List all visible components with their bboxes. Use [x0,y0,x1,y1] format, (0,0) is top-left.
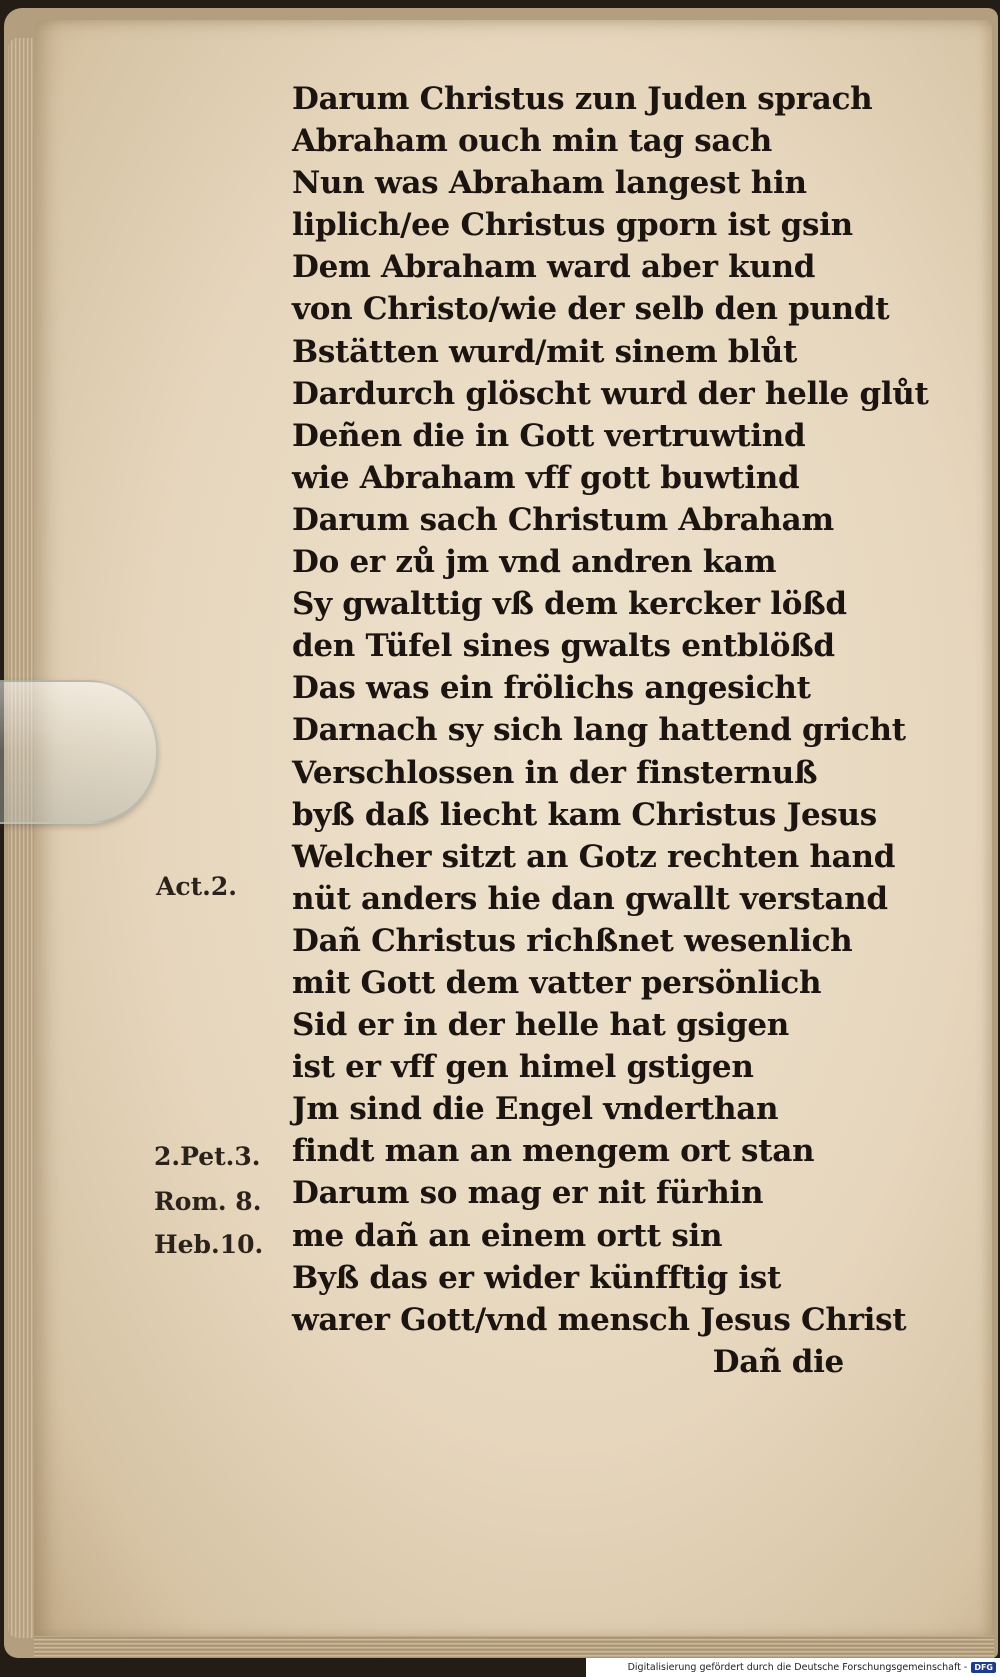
verse-line: Darnach sy sich lang hattend gricht [292,712,906,749]
verse-line: Sy gwalttig vß dem kercker lößd [292,586,847,623]
verse-line: von Christo/wie der selb den pundt [292,291,890,328]
verse-line: Abraham ouch min tag sach [292,123,773,160]
verse-line: den Tüfel sines gwalts entblößd [292,628,835,665]
verse-line: Nun was Abraham langest hin [292,165,807,202]
margin-note-rom: Rom. 8. [154,1187,262,1216]
verse-line: byß daß liecht kam Christus Jesus [292,796,877,833]
dfg-logo: DFG [971,1662,996,1673]
verse-line: Bstätten wurd/mit sinem blůt [292,333,797,370]
verse-line: Byß das er wider künfftig ist [292,1259,782,1296]
verse-line: me dañ an einem ortt sin [292,1217,723,1254]
verse-line: Sid er in der helle hat gsigen [292,1007,790,1044]
margin-note-heb: Heb.10. [154,1230,264,1259]
verse-text-block [292,78,942,1383]
verse-line: findt man an mengem ort stan [292,1133,815,1170]
verse-line: Do er zů jm vnd andren kam [292,544,777,581]
verse-line: Jm sind die Engel vnderthan [292,1091,779,1128]
margin-note-pet: 2.Pet.3. [154,1142,261,1171]
page-edges-bottom [34,1636,994,1658]
verse-line: Darum so mag er nit fürhin [292,1175,764,1212]
verse-line: warer Gott/vnd mensch Jesus Christ [292,1301,907,1338]
verse-line: Welcher sitzt an Gotz rechten hand [292,838,896,875]
verse-line: Deñen die in Gott vertruwtind [292,417,806,454]
verse-line: Darum sach Christum Abraham [292,501,834,538]
verse-line: nüt anders hie dan gwallt verstand [292,880,888,917]
verse-line: Darum Christus zun Juden sprach [292,81,873,117]
verse-line: mit Gott dem vatter persönlich [292,964,822,1001]
verse-line: liplich/ee Christus gporn ist gsin [292,207,853,244]
verse-line: Dardurch glöscht wurd der helle glůt [292,375,929,412]
catchword: Dañ die [712,1343,844,1380]
verse-line: wie Abraham vff gott buwtind [292,459,800,496]
footer-credit-text: Digitalisierung gefördert durch die Deutsche Forschungsgemeinschaft - [627,1662,968,1673]
margin-note-act: Act.2. [156,872,237,901]
verse-line: Dem Abraham ward aber kund [292,249,816,286]
verse-line: Verschlossen in der finsternuß [292,754,818,791]
verse-line: ist er vff gen himel gstigen [292,1049,754,1086]
verse-line: Das was ein frölichs angesicht [292,670,811,707]
page-clip [0,680,158,824]
digitization-footer [586,1658,1000,1677]
verse-line: Dañ Christus richßnet wesenlich [292,922,853,959]
